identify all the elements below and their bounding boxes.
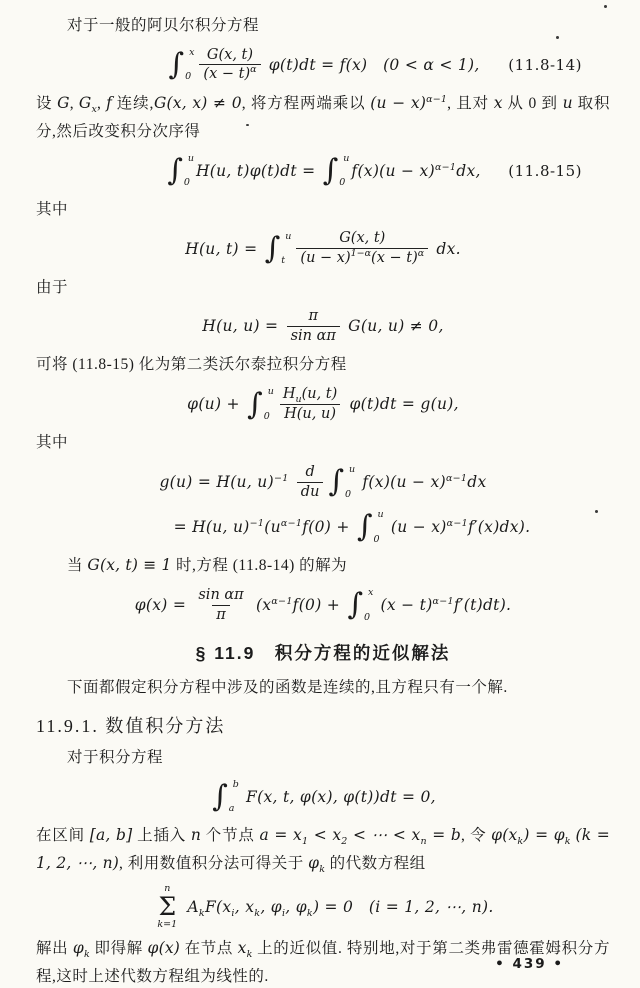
math-text: g(u) = H(u, u)$^{-1}$ [159, 473, 289, 492]
formula [36, 229, 610, 269]
integral-sign: ∫ u t [264, 230, 292, 267]
intro-abel-paragraph: 对于一般的阿贝尔积分方程 [67, 17, 260, 34]
scan-speck [556, 36, 559, 39]
subsection-11-9-1-heading: 11.9.1. 数值积分方法 [36, 716, 226, 737]
math-text: F(x, t, φ(x), φ(t))dt = 0, [240, 787, 436, 806]
integral-sign: ∫ u 0 [356, 509, 384, 545]
fraction: $\frac{\pi}{\text{sin απ}}$ [287, 307, 340, 346]
math-text: dx. [431, 239, 461, 258]
formula [36, 306, 610, 346]
math-text: $(x - t)^{\alpha-1}f'(t)dt$). [375, 595, 512, 615]
for-integral-eq-paragraph: 对于积分方程 [67, 749, 164, 767]
where-paragraph-1: 其中 [36, 200, 69, 218]
scan-speck [595, 510, 598, 513]
integral-sign: ∫ u 0 [322, 152, 350, 189]
since-paragraph: 由于 [36, 278, 69, 296]
math-text: H(u, t) = [185, 239, 263, 258]
volterra-paragraph: 可将 (11.8-15) 化为第二类沃尔泰拉积分方程 [36, 356, 347, 374]
integral-sign: ∫ x 0 [168, 46, 195, 83]
formula [36, 45, 610, 85]
formula [36, 507, 610, 547]
formula [36, 585, 610, 625]
conclusion-paragraph: 解出 $\varphi_k$ 即得解 φ(x) 在节点 $x_k$ 上的近似值. 特别地,对于第二类弗雷德霍姆积分方程,这时上述代数方程组为线性的. [36, 939, 610, 986]
math-text: $f(x)(u - x)^{\alpha-1}dx$ [357, 473, 487, 492]
special-case-paragraph: 当 G(x, t) ≡ 1 时,方程 (11.8-14) 的解为 [67, 556, 348, 575]
multiply-integrate-paragraph: 设 G, $G_x$, f 连续,G(x, x) ≠ 0, 将方程两端乘以 $(u - x)^{\alpha-1}$, 且对 x 从 0 到 u 取积分,然后改变积分次序得 [36, 93, 610, 140]
page-number: • 439 • [495, 956, 564, 972]
math-text: $f(x)(u - x)^{\alpha-1}dx$, [351, 161, 481, 180]
math-text: $A_kF(x_i$, $x_k$, $\varphi_i$, $\varphi_k) = 0$ (i = 1, 2, ⋯, n). [182, 897, 494, 919]
where-paragraph-2: 其中 [36, 434, 69, 452]
formula [36, 151, 610, 191]
nodes-paragraph: 在区间 [a, b] 上插入 n 个节点 $a = x_1 < x_2$ < ⋯ < $x_n = b$, 令 $\varphi(x_k) = \varphi_k$ (k = 1, 2, ⋯, n), 利用数值积分法可得关于 $\varphi_k$ 的代数方程组 [36, 825, 610, 875]
math-text: φ(t)dt = f(x) (0 < α < 1), [263, 55, 480, 74]
math-text: G(u, u) ≠ 0, [342, 317, 444, 336]
equation-number: (11.8-14) [508, 55, 582, 74]
integral-sign: ∫ u 0 [247, 386, 274, 422]
integral-sign: ∫ b a [212, 778, 239, 815]
math-text: φ(t)dt = g(u), [344, 395, 459, 414]
formula [36, 384, 610, 424]
fraction: $\frac{G(x, t)}{(x - t)^\alpha}$ [199, 46, 260, 85]
formula [36, 462, 610, 502]
math-text: ($x^{\alpha-1}f(0)$ + [250, 595, 346, 615]
math-text: H(u, t)φ(t)dt = [195, 161, 321, 180]
math-text: $(u - x)^{\alpha-1}f'(x)dx$). [385, 518, 531, 537]
integral-sign: ∫ u 0 [328, 464, 356, 500]
integral-sign: ∫ x 0 [347, 587, 374, 623]
document-content [36, 12, 610, 988]
formula [36, 777, 610, 817]
integral-sign: ∫ u 0 [167, 152, 194, 189]
fraction: $\frac{H_u(u, t)}{H(u, u)}$ [279, 385, 341, 424]
math-text: φ(x) = [134, 596, 192, 615]
math-text: φ(u) + [187, 395, 246, 414]
scan-speck [604, 5, 607, 8]
fraction: $\frac{d}{du}$ [297, 463, 324, 502]
fraction: $\frac{\text{sin απ}}{\pi}$ [198, 586, 244, 623]
formula [36, 883, 610, 931]
assumption-paragraph: 下面都假定积分方程中涉及的函数是连续的,且方程只有一个解. [67, 679, 508, 697]
scan-speck [246, 124, 249, 126]
summation-sign: n Σ k=1 [157, 882, 178, 931]
math-text: H(u, u) = [202, 317, 284, 336]
math-text: = H(u, $u)^{-1}(u^{\alpha-1}f(0)$ + [173, 518, 355, 537]
equation-number: (11.8-15) [508, 161, 582, 180]
section-11-9-heading: § 11.9 积分方程的近似解法 [195, 643, 451, 664]
fraction: $\frac{G(x, t)}{(u - x)^{1-\alpha}(x - t)^\alpha}$ [296, 229, 428, 268]
